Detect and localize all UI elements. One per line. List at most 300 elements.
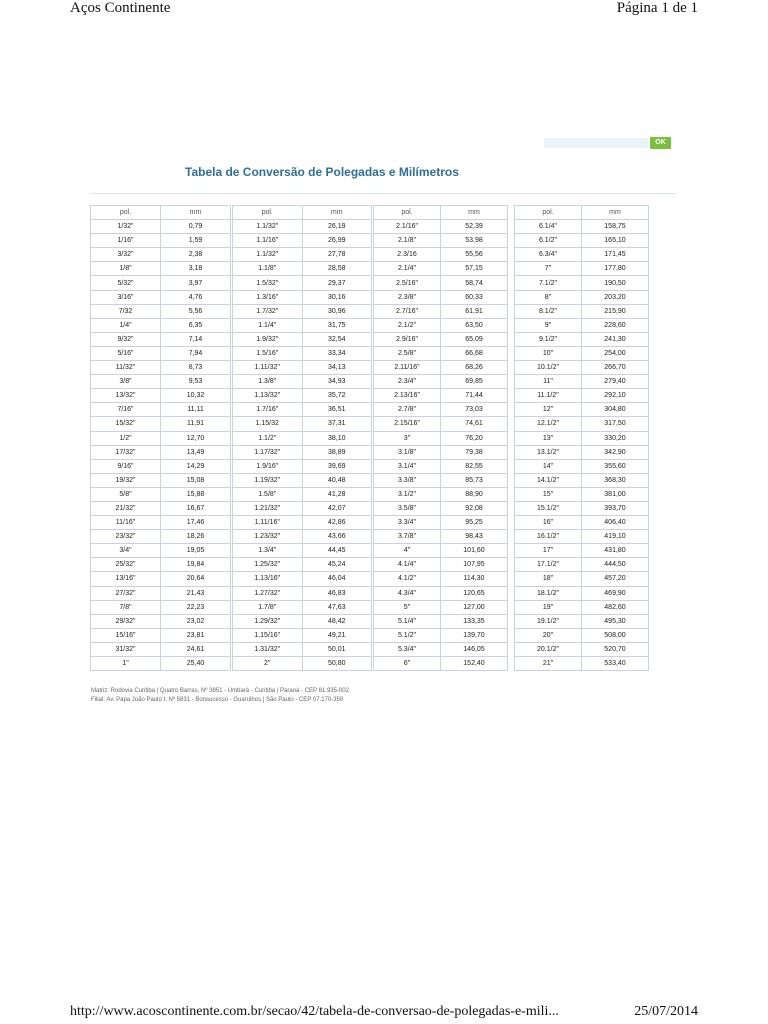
mm-value: 520,70	[582, 642, 649, 656]
mm-value: 190,50	[582, 276, 649, 290]
inch-value: 9"	[515, 318, 582, 332]
table-row	[515, 417, 649, 431]
mm-value: 15,88	[161, 487, 231, 501]
mm-value: 60,33	[441, 290, 508, 304]
mm-value: 279,40	[582, 375, 649, 389]
table-row	[374, 220, 508, 234]
inch-value: 2.5/16"	[374, 276, 441, 290]
address-line-1: Matriz: Rodovia Curitiba | Quatro Barras, Nº 3851 - Umbará - Curitiba | Paraná - CEP 81.935-002	[91, 688, 349, 694]
inch-value: 6"	[374, 657, 441, 671]
table-row	[233, 431, 372, 445]
inch-value: 1.7/8"	[233, 600, 303, 614]
inch-value: 11"	[515, 375, 582, 389]
table-row	[91, 220, 231, 234]
mm-value: 23,02	[161, 614, 231, 628]
inch-value: 3.1/2"	[374, 487, 441, 501]
inch-value: 5/8"	[91, 487, 161, 501]
column-header-mm: mm	[161, 206, 231, 220]
table-row	[233, 544, 372, 558]
inch-value: 6.1/4"	[515, 220, 582, 234]
table-row	[91, 361, 231, 375]
table-row	[515, 248, 649, 262]
table-row	[515, 657, 649, 671]
table-row	[91, 628, 231, 642]
table-row	[515, 600, 649, 614]
table-row	[233, 248, 372, 262]
mm-value: 19,84	[161, 558, 231, 572]
table-row	[91, 473, 231, 487]
mm-value: 431,80	[582, 544, 649, 558]
inch-value: 1"	[91, 657, 161, 671]
table-row	[374, 501, 508, 515]
table-row	[515, 403, 649, 417]
inch-value: 10"	[515, 346, 582, 360]
mm-value: 12,70	[161, 431, 231, 445]
mm-value: 48,42	[302, 614, 372, 628]
inch-value: 31/32"	[91, 642, 161, 656]
mm-value: 26,19	[302, 220, 372, 234]
inch-value: 1/2"	[91, 431, 161, 445]
table-row	[233, 600, 372, 614]
mm-value: 482,60	[582, 600, 649, 614]
mm-value: 57,15	[441, 262, 508, 276]
table-row	[91, 516, 231, 530]
mm-value: 53,98	[441, 234, 508, 248]
inch-value: 16"	[515, 516, 582, 530]
inch-value: 2.1/16"	[374, 220, 441, 234]
mm-value: 44,45	[302, 544, 372, 558]
inch-value: 6.3/4"	[515, 248, 582, 262]
inch-value: 1.5/16"	[233, 346, 303, 360]
mm-value: 133,35	[441, 614, 508, 628]
inch-value: 1.1/32"	[233, 248, 303, 262]
mm-value: 14,29	[161, 459, 231, 473]
conversion-table-4	[514, 205, 649, 671]
mm-value: 26,99	[302, 234, 372, 248]
mm-value: 8,73	[161, 361, 231, 375]
table-row	[91, 572, 231, 586]
table-row	[91, 642, 231, 656]
mm-value: 508,00	[582, 628, 649, 642]
mm-value: 469,90	[582, 586, 649, 600]
table-row	[515, 473, 649, 487]
table-row	[374, 628, 508, 642]
table-row	[233, 501, 372, 515]
mm-value: 43,66	[302, 530, 372, 544]
inch-value: 1.1/8"	[233, 262, 303, 276]
mm-value: 41,28	[302, 487, 372, 501]
inch-value: 2.1/8"	[374, 234, 441, 248]
table-row	[233, 290, 372, 304]
table-row	[233, 332, 372, 346]
inch-value: 7/8"	[91, 600, 161, 614]
table-row	[515, 516, 649, 530]
mm-value: 0,79	[161, 220, 231, 234]
mm-value: 203,20	[582, 290, 649, 304]
table-row	[515, 276, 649, 290]
table-row	[374, 600, 508, 614]
mm-value: 165,10	[582, 234, 649, 248]
inch-value: 1.5/32"	[233, 276, 303, 290]
inch-value: 6.1/2"	[515, 234, 582, 248]
mm-value: 46,83	[302, 586, 372, 600]
table-row	[515, 642, 649, 656]
table-row	[374, 614, 508, 628]
table-row	[515, 459, 649, 473]
table-row	[91, 431, 231, 445]
inch-value: 3.7/8"	[374, 530, 441, 544]
inch-value: 1.21/32"	[233, 501, 303, 515]
table-row	[515, 628, 649, 642]
mm-value: 47,63	[302, 600, 372, 614]
inch-value: 5"	[374, 600, 441, 614]
inch-value: 11.1/2"	[515, 389, 582, 403]
mm-value: 38,89	[302, 445, 372, 459]
mm-value: 49,21	[302, 628, 372, 642]
inch-value: 3.3/4"	[374, 516, 441, 530]
mm-value: 25,40	[161, 657, 231, 671]
mm-value: 101,60	[441, 544, 508, 558]
inch-value: 8"	[515, 290, 582, 304]
mm-value: 52,39	[441, 220, 508, 234]
table-row	[91, 304, 231, 318]
title-divider	[90, 193, 676, 194]
inch-value: 2.13/16"	[374, 389, 441, 403]
table-row	[91, 487, 231, 501]
inch-value: 1.9/16"	[233, 459, 303, 473]
column-header-pol: pol.	[91, 206, 161, 220]
mm-value: 7,94	[161, 346, 231, 360]
mm-value: 393,70	[582, 501, 649, 515]
inch-value: 18"	[515, 572, 582, 586]
address-footnote	[91, 687, 349, 705]
mm-value: 61,91	[441, 304, 508, 318]
mm-value: 120,65	[441, 586, 508, 600]
inch-value: 1.1/4"	[233, 318, 303, 332]
mm-value: 6,35	[161, 318, 231, 332]
mm-value: 55,56	[441, 248, 508, 262]
mm-value: 42,07	[302, 501, 372, 515]
inch-value: 4"	[374, 544, 441, 558]
ok-button[interactable]: OK	[650, 137, 671, 149]
table-row	[515, 572, 649, 586]
inch-value: 18.1/2"	[515, 586, 582, 600]
inch-value: 2.1/2"	[374, 318, 441, 332]
inch-value: 7/16"	[91, 403, 161, 417]
mm-value: 37,31	[302, 417, 372, 431]
inch-value: 20"	[515, 628, 582, 642]
inch-value: 1.19/32"	[233, 473, 303, 487]
inch-value: 1.3/8"	[233, 375, 303, 389]
inch-value: 3.1/4"	[374, 459, 441, 473]
table-row	[515, 304, 649, 318]
table-row	[91, 276, 231, 290]
mm-value: 11,91	[161, 417, 231, 431]
table-row	[91, 403, 231, 417]
mm-value: 31,75	[302, 318, 372, 332]
mm-value: 330,20	[582, 431, 649, 445]
table-header-row	[374, 206, 508, 220]
inch-value: 13"	[515, 431, 582, 445]
mm-value: 45,24	[302, 558, 372, 572]
inch-value: 12.1/2"	[515, 417, 582, 431]
mm-value: 69,85	[441, 375, 508, 389]
table-row	[515, 346, 649, 360]
conversion-table-1	[90, 205, 231, 671]
inch-value: 15.1/2"	[515, 501, 582, 515]
inch-value: 21/32"	[91, 501, 161, 515]
table-row	[374, 572, 508, 586]
table-row	[91, 248, 231, 262]
mm-value: 30,16	[302, 290, 372, 304]
inch-value: 2.3/4"	[374, 375, 441, 389]
inch-value: 13.1/2"	[515, 445, 582, 459]
mm-value: 20,64	[161, 572, 231, 586]
mm-value: 146,05	[441, 642, 508, 656]
inch-value: 2.7/8"	[374, 403, 441, 417]
table-row	[233, 417, 372, 431]
mm-value: 35,72	[302, 389, 372, 403]
column-header-pol: pol.	[374, 206, 441, 220]
inch-value: 15"	[515, 487, 582, 501]
table-row	[233, 304, 372, 318]
table-row	[515, 389, 649, 403]
table-row	[515, 501, 649, 515]
mm-value: 21,43	[161, 586, 231, 600]
mm-value: 88,90	[441, 487, 508, 501]
mm-value: 58,74	[441, 276, 508, 290]
mm-value: 40,48	[302, 473, 372, 487]
table-row	[233, 530, 372, 544]
mm-value: 76,20	[441, 431, 508, 445]
mm-value: 304,80	[582, 403, 649, 417]
inch-value: 19.1/2"	[515, 614, 582, 628]
inch-value: 5/32"	[91, 276, 161, 290]
mm-value: 15,08	[161, 473, 231, 487]
inch-value: 9.1/2"	[515, 332, 582, 346]
table-row	[91, 530, 231, 544]
inch-value: 4.1/2"	[374, 572, 441, 586]
inch-value: 4.3/4"	[374, 586, 441, 600]
table-row	[91, 389, 231, 403]
inch-value: 4.1/4"	[374, 558, 441, 572]
conversion-table-2	[232, 205, 372, 671]
page-title: Tabela de Conversão de Polegadas e Milímetros	[185, 165, 459, 179]
table-row	[91, 417, 231, 431]
mm-value: 495,30	[582, 614, 649, 628]
inch-value: 1/32"	[91, 220, 161, 234]
table-row	[374, 389, 508, 403]
mm-value: 34,13	[302, 361, 372, 375]
inch-value: 2.3/16	[374, 248, 441, 262]
inch-value: 1.29/32"	[233, 614, 303, 628]
table-row	[515, 290, 649, 304]
table-row	[374, 544, 508, 558]
mm-value: 292,10	[582, 389, 649, 403]
mm-value: 29,37	[302, 276, 372, 290]
mm-value: 2,38	[161, 248, 231, 262]
inch-value: 1.11/16"	[233, 516, 303, 530]
inch-value: 19"	[515, 600, 582, 614]
page-url: http://www.acoscontinente.com.br/secao/42/tabela-de-conversao-de-polegadas-e-mili...	[70, 1004, 559, 1019]
site-name: Aços Continente	[70, 0, 171, 16]
table-row	[233, 642, 372, 656]
table-row	[515, 487, 649, 501]
inch-value: 9/16"	[91, 459, 161, 473]
inch-value: 17"	[515, 544, 582, 558]
mm-value: 68,26	[441, 361, 508, 375]
table-row	[233, 234, 372, 248]
table-row	[515, 332, 649, 346]
inch-value: 7/32	[91, 304, 161, 318]
inch-value: 17.1/2"	[515, 558, 582, 572]
address-line-2: Filial: Av. Papa João Paulo I, Nº 5831 - Bonsucesso - Guarulhos | São Paulo - CEP 07.170-350	[91, 697, 344, 703]
mm-value: 114,30	[441, 572, 508, 586]
table-row	[515, 220, 649, 234]
inch-value: 29/32"	[91, 614, 161, 628]
mm-value: 127,00	[441, 600, 508, 614]
inch-value: 3/32"	[91, 248, 161, 262]
table-row	[374, 304, 508, 318]
table-row	[91, 544, 231, 558]
table-row	[515, 375, 649, 389]
mm-value: 368,30	[582, 473, 649, 487]
table-row	[374, 445, 508, 459]
table-row	[515, 544, 649, 558]
table-row	[374, 530, 508, 544]
table-row	[374, 290, 508, 304]
mm-value: 5,56	[161, 304, 231, 318]
inch-value: 3"	[374, 431, 441, 445]
inch-value: 5.1/2"	[374, 628, 441, 642]
inch-value: 1.25/32"	[233, 558, 303, 572]
inch-value: 1.11/32"	[233, 361, 303, 375]
inch-value: 3/16"	[91, 290, 161, 304]
inch-value: 8.1/2"	[515, 304, 582, 318]
mm-value: 50,01	[302, 642, 372, 656]
mm-value: 241,30	[582, 332, 649, 346]
inch-value: 3/8"	[91, 375, 161, 389]
table-row	[374, 642, 508, 656]
mm-value: 266,70	[582, 361, 649, 375]
print-date: 25/07/2014	[634, 1004, 698, 1019]
mm-value: 158,75	[582, 220, 649, 234]
table-row	[515, 558, 649, 572]
mm-value: 32,54	[302, 332, 372, 346]
table-row	[233, 262, 372, 276]
table-row	[374, 459, 508, 473]
mm-value: 228,60	[582, 318, 649, 332]
mm-value: 7,14	[161, 332, 231, 346]
table-row	[233, 276, 372, 290]
inch-value: 2.3/8"	[374, 290, 441, 304]
mm-value: 98,43	[441, 530, 508, 544]
table-row	[91, 375, 231, 389]
mm-value: 33,34	[302, 346, 372, 360]
table-row	[91, 600, 231, 614]
mm-value: 27,78	[302, 248, 372, 262]
mm-value: 92,08	[441, 501, 508, 515]
column-header-mm: mm	[302, 206, 372, 220]
table-row	[233, 375, 372, 389]
inch-value: 20.1/2"	[515, 642, 582, 656]
inch-value: 2.15/16"	[374, 417, 441, 431]
table-row	[515, 445, 649, 459]
mm-value: 74,61	[441, 417, 508, 431]
inch-value: 5/16"	[91, 346, 161, 360]
mm-value: 3,97	[161, 276, 231, 290]
mm-value: 107,95	[441, 558, 508, 572]
inch-value: 3.1/8"	[374, 445, 441, 459]
table-row	[91, 558, 231, 572]
inch-value: 7"	[515, 262, 582, 276]
mm-value: 342,90	[582, 445, 649, 459]
mm-value: 63,50	[441, 318, 508, 332]
column-header-pol: pol.	[233, 206, 303, 220]
inch-value: 2"	[233, 657, 303, 671]
search-input[interactable]	[544, 138, 648, 148]
table-header-row	[91, 206, 231, 220]
mm-value: 19,05	[161, 544, 231, 558]
mm-value: 171,45	[582, 248, 649, 262]
inch-value: 5.1/4"	[374, 614, 441, 628]
table-header-row	[233, 206, 372, 220]
table-row	[233, 220, 372, 234]
table-row	[374, 417, 508, 431]
mm-value: 71,44	[441, 389, 508, 403]
inch-value: 1.17/32"	[233, 445, 303, 459]
mm-value: 22,23	[161, 600, 231, 614]
table-row	[374, 487, 508, 501]
table-row	[233, 657, 372, 671]
mm-value: 65,09	[441, 332, 508, 346]
inch-value: 1.5/8"	[233, 487, 303, 501]
table-row	[233, 389, 372, 403]
mm-value: 82,55	[441, 459, 508, 473]
mm-value: 11,11	[161, 403, 231, 417]
table-row	[233, 403, 372, 417]
mm-value: 254,00	[582, 346, 649, 360]
table-row	[91, 332, 231, 346]
table-row	[374, 234, 508, 248]
inch-value: 27/32"	[91, 586, 161, 600]
column-header-pol: pol.	[515, 206, 582, 220]
mm-value: 406,40	[582, 516, 649, 530]
table-row	[233, 487, 372, 501]
table-row	[233, 628, 372, 642]
inch-value: 1/16"	[91, 234, 161, 248]
table-row	[91, 501, 231, 515]
inch-value: 15/16"	[91, 628, 161, 642]
mm-value: 39,69	[302, 459, 372, 473]
inch-value: 1.1/2"	[233, 431, 303, 445]
table-row	[233, 586, 372, 600]
mm-value: 95,25	[441, 516, 508, 530]
inch-value: 1.31/32"	[233, 642, 303, 656]
mm-value: 17,46	[161, 516, 231, 530]
inch-value: 3.5/8"	[374, 501, 441, 515]
mm-value: 10,32	[161, 389, 231, 403]
inch-value: 19/32"	[91, 473, 161, 487]
inch-value: 5.3/4"	[374, 642, 441, 656]
mm-value: 4,76	[161, 290, 231, 304]
inch-value: 1.3/4"	[233, 544, 303, 558]
inch-value: 10.1/2"	[515, 361, 582, 375]
table-row	[233, 346, 372, 360]
inch-value: 12"	[515, 403, 582, 417]
table-row	[374, 431, 508, 445]
inch-value: 11/16"	[91, 516, 161, 530]
